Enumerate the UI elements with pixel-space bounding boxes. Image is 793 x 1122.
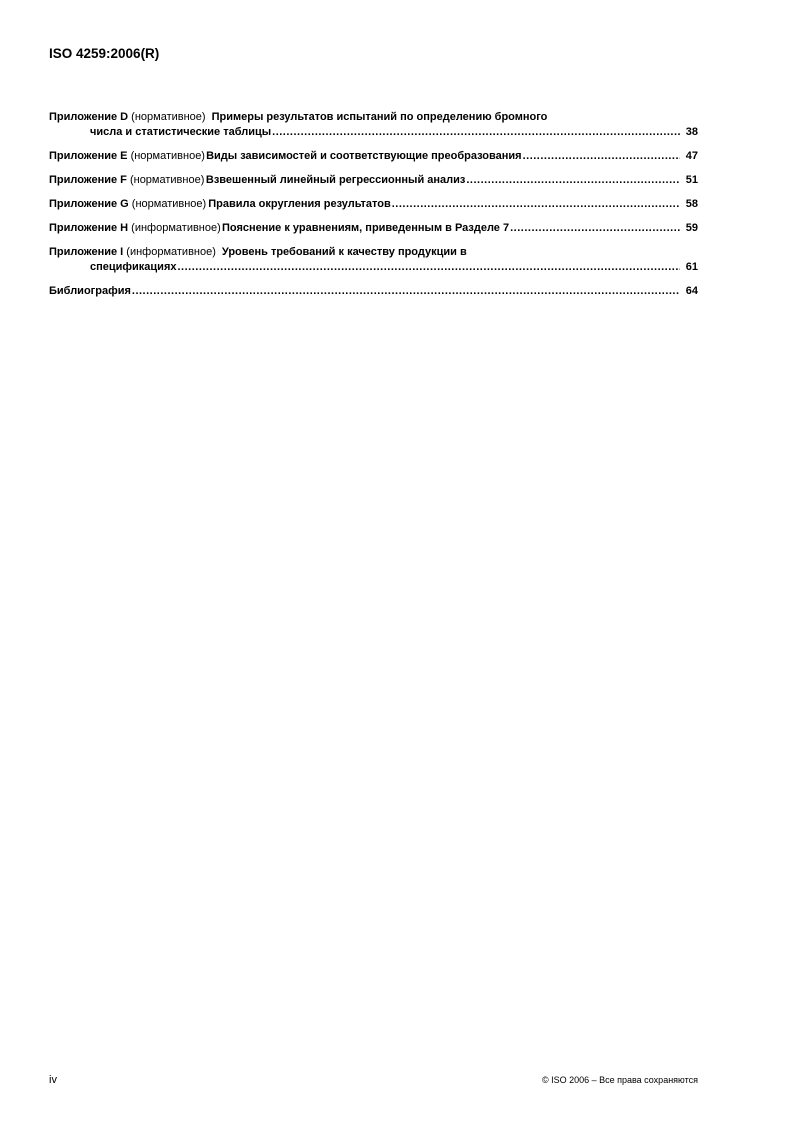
document-header: ISO 4259:2006(R) (49, 46, 160, 61)
toc-entry-annex-e[interactable] (49, 149, 698, 164)
table-of-contents (49, 110, 698, 299)
toc-page-number: 47 (685, 150, 698, 162)
toc-entry-annex-f[interactable] (49, 173, 698, 188)
toc-entry-line (49, 245, 698, 260)
toc-entry-bibliography[interactable] (49, 284, 698, 299)
toc-annex-title: Взвешенный линейный регрессионный анализ (205, 174, 466, 186)
toc-leader-dots (272, 125, 680, 140)
toc-annex-kind: (нормативное) (131, 198, 207, 210)
toc-annex-title-continued: спецификациях (90, 261, 177, 273)
toc-entry-line (49, 284, 698, 299)
toc-bibliography-title: Библиография (49, 285, 131, 297)
toc-entry-annex-g[interactable] (49, 197, 698, 212)
copyright-notice: © ISO 2006 – Все права сохраняются (541, 1075, 698, 1085)
toc-page-number: 61 (685, 261, 698, 273)
toc-page-number: 58 (685, 198, 698, 210)
toc-leader-dots (510, 221, 680, 236)
toc-page-number: 64 (685, 285, 698, 297)
toc-annex-label: Приложение D (49, 111, 129, 123)
toc-leader-dots (523, 149, 680, 164)
toc-leader-dots (392, 197, 680, 212)
toc-entry-line (49, 197, 698, 212)
toc-annex-kind: (нормативное) (129, 174, 205, 186)
toc-annex-title: Уровень требований к качеству продукции в (221, 246, 467, 258)
toc-page-number: 59 (685, 222, 698, 234)
toc-annex-label: Приложение F (49, 174, 127, 186)
toc-entry-line (49, 221, 698, 236)
toc-annex-label: Приложение E (49, 150, 128, 162)
toc-annex-label: Приложение I (49, 246, 124, 258)
toc-page-number: 51 (685, 174, 698, 186)
toc-entry-line (49, 260, 698, 275)
toc-annex-kind: (информативное) (131, 222, 221, 234)
toc-annex-title: Правила округления результатов (208, 198, 391, 210)
toc-leader-dots (132, 284, 680, 299)
toc-annex-title-continued: числа и статистические таблицы (90, 126, 272, 138)
toc-annex-kind: (нормативное) (130, 150, 205, 162)
toc-entry-line (49, 110, 698, 125)
toc-entry-annex-h[interactable] (49, 221, 698, 236)
toc-entry-annex-i[interactable] (49, 245, 698, 275)
toc-entry-line (49, 173, 698, 188)
toc-page-number: 38 (685, 126, 698, 138)
toc-annex-label: Приложение G (49, 198, 129, 210)
toc-entry-line (49, 149, 698, 164)
toc-annex-label: Приложение H (49, 222, 129, 234)
toc-entry-annex-d[interactable] (49, 110, 698, 140)
toc-leader-dots (177, 260, 680, 275)
toc-entry-line (49, 125, 698, 140)
toc-annex-kind: (нормативное) (131, 111, 206, 123)
page-number: iv (49, 1074, 57, 1086)
toc-annex-title: Виды зависимостей и соответствующие преобразования (206, 150, 522, 162)
toc-leader-dots (466, 173, 680, 188)
toc-annex-title: Примеры результатов испытаний по определению бромного (211, 111, 548, 123)
toc-annex-title: Пояснение к уравнениям, приведенным в Разделе 7 (221, 222, 510, 234)
toc-annex-kind: (информативное) (126, 246, 216, 258)
